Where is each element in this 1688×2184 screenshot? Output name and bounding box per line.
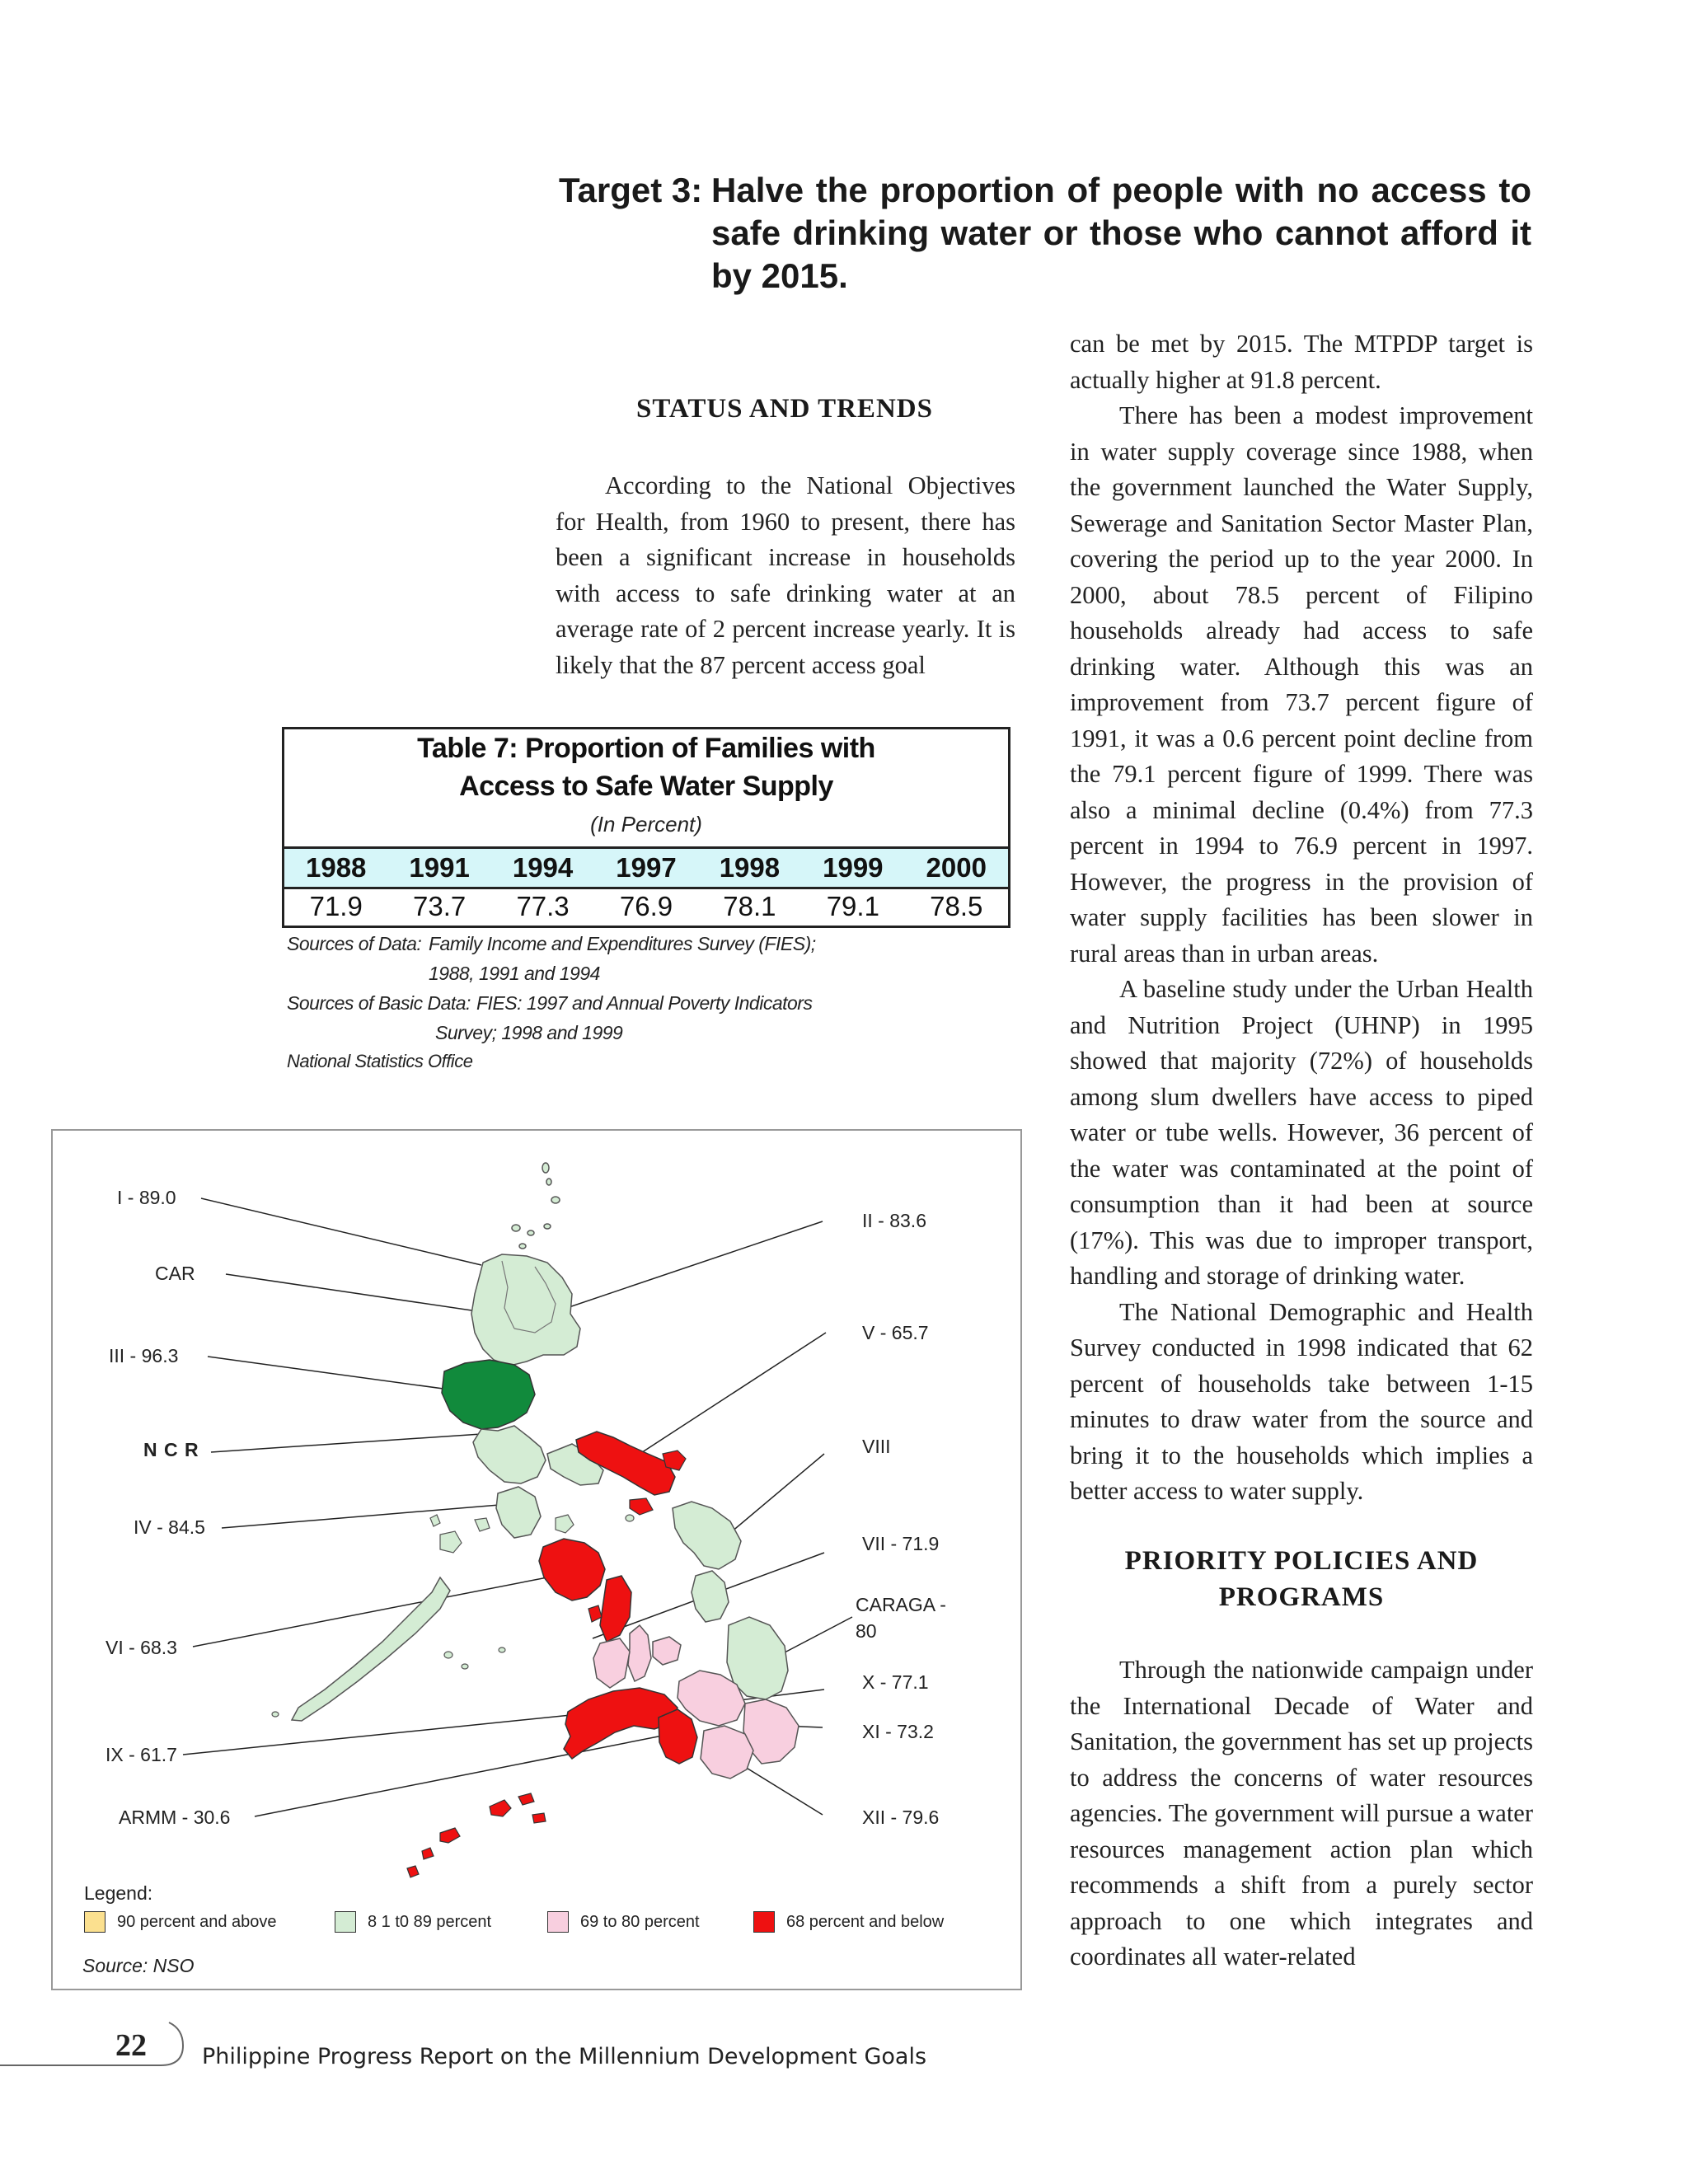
right-paragraph-2: There has been a modest improvement in water supply coverage since 1988, when the government launched the Water Supply, Sewerage and Sanitation Sector Master Plan, covering the period up to the year 2000. In 2000, about 78.5 percent of Filipino households already had access to safe drinking water. Although this was an improvement from 73.7 percent figure of 1991, it was a 0.6 percent point decline from the 79.1 percent figure of 1999. There was also a minimal decline (0.4%) from 77.3 percent in 1994 to 76.9 percent in 1997. However, the progress in the provision of water supply facilities has been slower in rural areas than in urban areas. (1070, 401, 1533, 968)
priority-heading-line2: PROGRAMS (1218, 1582, 1385, 1612)
table-title-line2: Access to Safe Water Supply (459, 771, 833, 802)
source-2-label: Sources of Basic Data: (287, 992, 471, 1014)
priority-heading (1070, 1543, 1533, 1615)
legend-item-mid (335, 1910, 491, 1933)
label-region-caraga: CARAGA - (856, 1594, 946, 1615)
mindoro (496, 1487, 541, 1538)
legend-item-low (547, 1910, 700, 1933)
right-paragraph-4: The National Demographic and Health Survey conducted in 1998 indicated that 62 percent of households take between 1-15 minutes to draw water from the source and bring it to the households which implies a better access to water supply. (1070, 1297, 1533, 1505)
label-region-ii: II - 83.6 (862, 1210, 926, 1231)
label-region-caraga-value: 80 (856, 1620, 877, 1642)
table-value-cell: 77.3 (516, 891, 570, 921)
footer-tab (0, 2011, 198, 2077)
source-1-years: 1988, 1991 and 1994 (429, 963, 600, 984)
philippines-map (53, 1131, 1024, 1992)
target-text: Halve the proportion of people with no access to safe drinking water or those who cannot afford it by 2015. (711, 171, 1531, 295)
label-region-armm: ARMM - 30.6 (119, 1807, 231, 1828)
table-header-cell: 1997 (616, 852, 677, 883)
legend-label: 90 percent and above (117, 1912, 277, 1931)
table-7 (282, 727, 1010, 928)
source-1-label: Sources of Data: (287, 933, 422, 954)
region-iii (442, 1360, 535, 1429)
marinduque-isles (556, 1515, 574, 1533)
map-source: Source: NSO (82, 1955, 195, 1976)
palawan-north-isles (430, 1515, 490, 1553)
table-header-cell: 2000 (926, 852, 987, 883)
region-viii (673, 1502, 741, 1569)
region-iv-ncr (473, 1426, 546, 1483)
table-header-cell: 1998 (719, 852, 781, 883)
right-column-upper (1070, 326, 1533, 1510)
legend-item-lowest (753, 1910, 944, 1933)
page-number: 22 (115, 2028, 147, 2063)
source-1-text: Family Income and Expenditures Survey (FIES); (429, 933, 816, 954)
right-column-lower (1070, 1652, 1533, 1975)
region-vii-negros-or (593, 1638, 630, 1688)
table-value-cell: 78.1 (723, 891, 776, 921)
label-region-viii: VIII (862, 1436, 891, 1457)
legend-swatch (753, 1911, 775, 1933)
table-header-row (284, 846, 1008, 889)
priority-heading-line1: PRIORITY POLICIES AND (1124, 1546, 1479, 1576)
source-3: National Statistics Office (287, 1051, 473, 1071)
legend-item-high (84, 1910, 277, 1933)
table-title-line1: Table 7: Proportion of Families with (417, 733, 875, 764)
label-region-iv: IV - 84.5 (134, 1516, 205, 1538)
region-vi-negros (600, 1576, 631, 1642)
table-unit: (In Percent) (590, 812, 702, 837)
label-region-xi: XI - 73.2 (862, 1721, 934, 1742)
leyte (692, 1571, 729, 1622)
legend-swatch (84, 1911, 106, 1933)
label-region-v: V - 65.7 (862, 1322, 929, 1343)
map-panel (51, 1129, 1022, 1990)
legend-label: 8 1 t0 89 percent (368, 1912, 492, 1931)
table-header-cell: 1988 (306, 852, 367, 883)
table-header-cell: 1994 (512, 852, 574, 883)
region-xii (701, 1726, 753, 1779)
batanes-islands (512, 1163, 560, 1249)
label-region-i: I - 89.0 (117, 1187, 176, 1208)
legend-swatch (547, 1911, 569, 1933)
region-vi-guimaras (588, 1605, 602, 1622)
legend-label: 68 percent and below (786, 1912, 945, 1931)
table-value-cell: 71.9 (309, 891, 363, 921)
label-region-car: CAR (155, 1263, 195, 1284)
region-armm (659, 1709, 697, 1764)
region-vii-bohol (653, 1637, 681, 1665)
label-region-vii: VII - 71.9 (862, 1533, 940, 1554)
source-2-years: Survey; 1998 and 1999 (435, 1022, 623, 1043)
legend-swatch (335, 1911, 356, 1933)
label-region-xii: XII - 79.6 (862, 1807, 940, 1828)
label-region-ncr: N C R (143, 1439, 199, 1460)
label-region-ix: IX - 61.7 (106, 1744, 177, 1765)
sulu-islands (407, 1793, 546, 1877)
legend-label: 69 to 80 percent (580, 1912, 700, 1931)
region-vi (539, 1539, 605, 1601)
left-paragraph (556, 468, 1015, 683)
table-header-cell: 1999 (823, 852, 884, 883)
legend-title: Legend: (84, 1882, 153, 1904)
target-label: Target 3: (559, 171, 703, 209)
table-value-cell: 73.7 (413, 891, 467, 921)
right-paragraph-1: can be met by 2015. The MTPDP target is actually higher at 91.8 percent. (1070, 330, 1533, 394)
table-value-cell: 78.5 (930, 891, 983, 921)
right-paragraph-3: A baseline study under the Urban Health and Nutrition Project (UHNP) in 1995 showed that majority (72%) of households among slum dwellers have access to piped water or tube wells. However, 36 percent of the water was contaminated at the point of consumption than it had been at source (17%). This was due to improper transport, handling and storage of drinking water. (1070, 975, 1533, 1290)
palawan (292, 1577, 450, 1721)
label-region-x: X - 77.1 (862, 1671, 929, 1693)
region-i-car-ii (471, 1254, 580, 1366)
table-value-cell: 79.1 (826, 891, 879, 921)
table-value-cell: 76.9 (619, 891, 673, 921)
table-header-cell: 1991 (409, 852, 470, 883)
source-2-text: FIES: 1997 and Annual Poverty Indicators (476, 992, 813, 1014)
right-paragraph-5: Through the nationwide campaign under the International Decade of Water and Sanitation, the government has set up projects to address the concerns of water resources agencies. The government will pursue a water resources management action plan which recommends a shift from a purely sector approach to one which integrates and coordinates all water-related (1070, 1656, 1533, 1971)
left-paragraph-text: According to the National Objectives for Health, from 1960 to present, there has been a significant increase in households with access to safe drinking water at an average rate of 2 percent increase yearly. It is likely that the 87 percent access goal (556, 471, 1015, 679)
label-region-vi: VI - 68.3 (106, 1637, 177, 1658)
status-trends-heading: STATUS AND TRENDS (636, 394, 933, 424)
label-region-iii: III - 96.3 (109, 1345, 179, 1366)
footer-title: Philippine Progress Report on the Millennium Development Goals (202, 2044, 927, 2069)
table-value-row (284, 888, 1008, 926)
region-vii (628, 1625, 651, 1681)
